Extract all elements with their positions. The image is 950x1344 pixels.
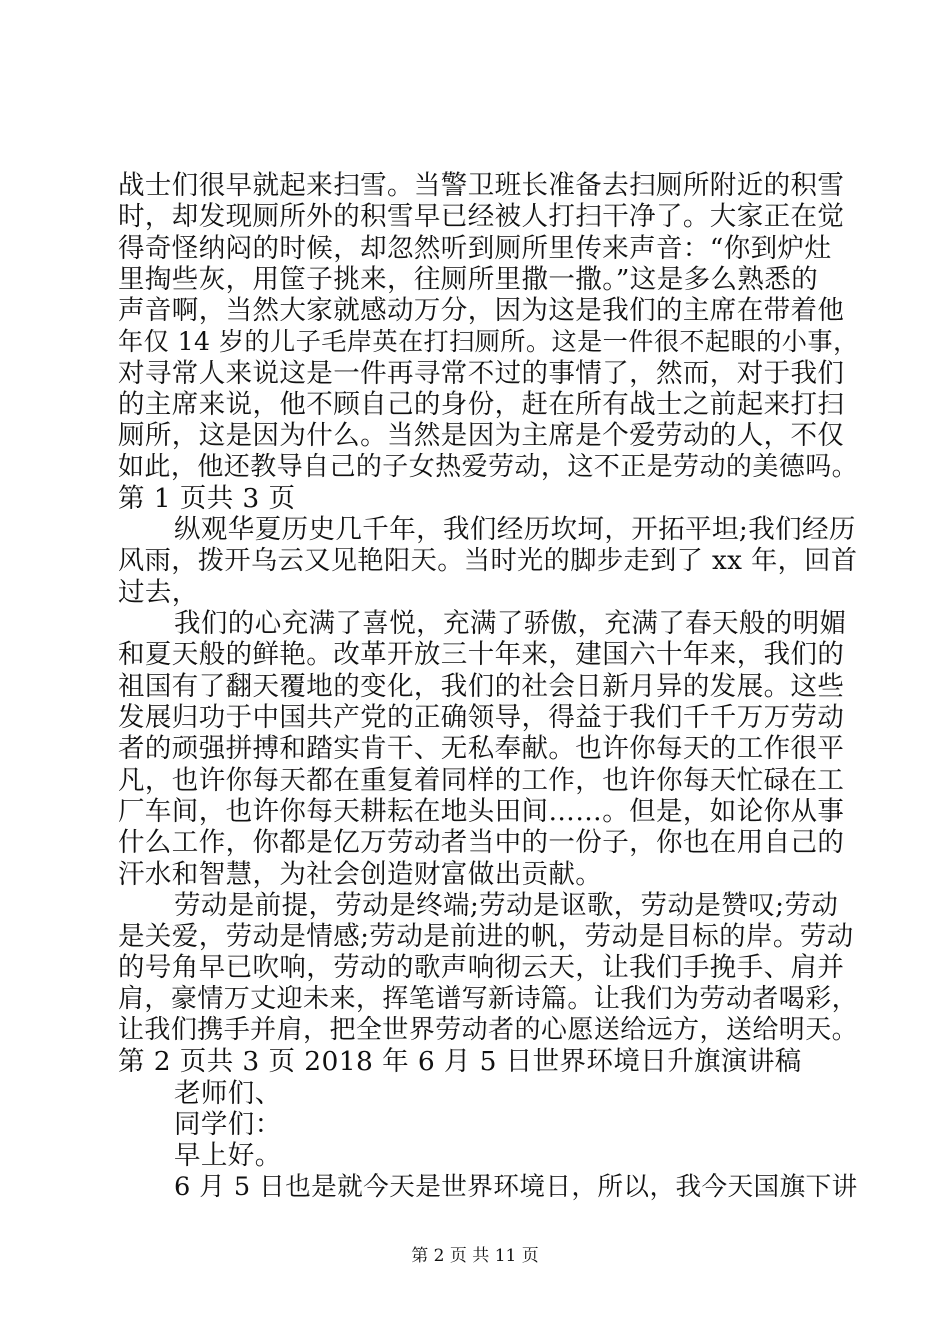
text-line: 和夏天般的鲜艳。改革开放三十年来，建国六十年来，我们的 — [118, 639, 845, 671]
text-line: 发展归功于中国共产党的正确领导，得益于我们千千万万劳动 — [118, 702, 845, 734]
text-line: 我们的心充满了喜悦，充满了骄傲，充满了春天般的明媚 — [174, 608, 847, 640]
text-line: 什么工作，你都是亿万劳动者当中的一份子，你也在用自己的 — [118, 827, 845, 859]
text-line: 得奇怪纳闷的时候，却忽然听到厕所里传来声音：“你到炉灶 — [118, 232, 832, 264]
text-line: 纵观华夏历史几千年，我们经历坎坷，开拓平坦;我们经历 — [174, 514, 856, 546]
text-line: 祖国有了翻天覆地的变化，我们的社会日新月异的发展。这些 — [118, 670, 845, 702]
text-line: 风雨，拨开乌云又见艳阳天。当时光的脚步走到了 xx 年，回首 — [118, 545, 858, 576]
text-line: 汗水和智慧，为社会创造财富做出贡献。 — [118, 858, 603, 890]
text-line: 是关爱，劳动是情感;劳动是前进的帆，劳动是目标的岸。劳动 — [118, 921, 854, 953]
text-line: 第 2 页共 3 页 2018 年 6 月 5 日世界环境日升旗演讲稿 — [118, 1046, 802, 1078]
text-line: 里掏些灰，用筐子挑来，往厕所里撒一撒。”这是多么熟悉的 — [118, 263, 819, 295]
text-line: 的号角早已吹响，劳动的歌声响彻云天，让我们手挽手、肩并 — [118, 952, 845, 984]
text-line: 厂车间，也许你每天耕耘在地头田间……。但是，如论你从事 — [118, 795, 845, 827]
text-line: 如此，他还教导自己的子女热爱劳动，这不正是劳动的美德吗。 — [118, 451, 859, 482]
text-line: 声音啊，当然大家就感动万分，因为这是我们的主席在带着他 — [118, 295, 845, 327]
text-line: 者的顽强拼搏和踏实肯干、无私奉献。也许你每天的工作很平 — [118, 733, 845, 765]
text-line: 凡，也许你每天都在重复着同样的工作，也许你每天忙碌在工 — [118, 764, 845, 796]
text-line: 让我们携手并肩，把全世界劳动者的心愿送给远方，送给明天。 — [118, 1015, 859, 1046]
text-line: 肩，豪情万丈迎未来，挥笔谱写新诗篇。让我们为劳动者喝彩， — [118, 983, 859, 1014]
text-line: 时，却发现厕所外的积雪早已经被人打扫干净了。大家正在觉 — [118, 201, 845, 233]
text-line: 对寻常人来说这是一件再寻常不过的事情了，然而，对于我们 — [118, 357, 845, 389]
text-line: 过去， — [118, 576, 199, 608]
page-footer: 第 2 页 共 11 页 — [411, 1246, 539, 1266]
text-line: 6 月 5 日也是就今天是世界环境日，所以，我今天国旗下讲 — [174, 1171, 858, 1202]
text-line: 年仅 14 岁的儿子毛岸英在打扫厕所。这是一件很不起眼的小事， — [118, 327, 859, 357]
text-line: 同学们： — [174, 1108, 282, 1140]
text-line: 的主席来说，他不顾自己的身份，赶在所有战士之前起来打扫 — [118, 389, 845, 421]
body-text — [118, 170, 858, 1203]
text-line: 早上好。 — [174, 1140, 282, 1172]
text-line: 第 1 页共 3 页 — [118, 482, 296, 514]
text-line: 老师们、 — [174, 1077, 282, 1109]
text-line: 厕所，这是因为什么。当然是因为主席是个爱劳动的人，不仅 — [118, 420, 845, 452]
text-line: 战士们很早就起来扫雪。当警卫班长准备去扫厕所附近的积雪 — [118, 170, 845, 201]
text-line: 劳动是前提，劳动是终端;劳动是讴歌，劳动是赞叹;劳动 — [174, 889, 839, 921]
